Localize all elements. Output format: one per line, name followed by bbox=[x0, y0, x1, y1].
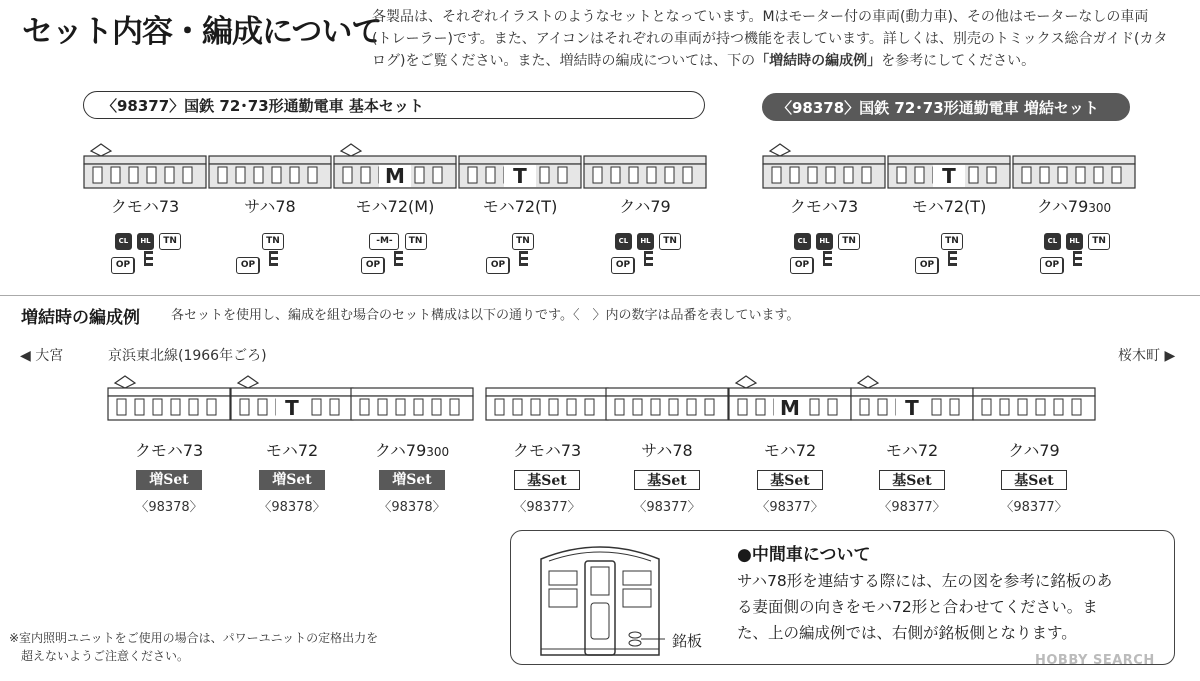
tail-light-icon bbox=[391, 250, 405, 267]
light-icon: CL bbox=[1044, 233, 1061, 250]
car-mark-t: T bbox=[285, 396, 299, 420]
add-car-name: クハ79300 bbox=[1036, 197, 1112, 216]
add-set-badge: 増Set bbox=[136, 470, 202, 490]
basic-car-name: クハ79 bbox=[619, 197, 671, 216]
add-car-name: モハ72(T) bbox=[911, 197, 987, 216]
car-mark-m: M bbox=[780, 396, 800, 420]
basic-car-name: モハ72(M) bbox=[355, 197, 435, 216]
formation-car-5 bbox=[605, 374, 731, 422]
add-car-icons-2 bbox=[782, 250, 842, 274]
basic-set-badge: 基Set bbox=[757, 470, 823, 490]
formation-car-3 bbox=[350, 374, 476, 422]
tail-light-icon bbox=[820, 250, 834, 267]
basic-set-badge: 基Set bbox=[634, 470, 700, 490]
basic-set-label: 〈98377〉国鉄 72･73形通勤電車 基本セット bbox=[83, 91, 705, 119]
line-name: 京浜東北線(1966年ごろ) bbox=[108, 348, 267, 364]
light-icon: CL bbox=[794, 233, 811, 250]
tail-light-icon bbox=[141, 250, 155, 267]
add-set-badge: 増Set bbox=[379, 470, 445, 490]
formation-car-name: クハ79 bbox=[1008, 441, 1060, 460]
formation-car-7 bbox=[850, 374, 976, 422]
basic-car-icons-2 bbox=[228, 250, 288, 274]
add-car-3 bbox=[1012, 142, 1138, 190]
add-set-label: 〈98378〉国鉄 72･73形通勤電車 増結セット bbox=[762, 93, 1130, 121]
intro-line-3: ログ)をご覧ください。また、増結時の編成については、下の「増結時の編成例」を参考にしてください。 bbox=[372, 53, 1036, 69]
product-number: 〈98378〉 bbox=[135, 500, 203, 515]
car-mark-t: T bbox=[513, 164, 527, 188]
op-icon: OP bbox=[236, 257, 260, 274]
formation-car-name: クモハ73 bbox=[134, 441, 204, 460]
tn-icon: TN bbox=[159, 233, 181, 250]
footnote-line-2: 超えないようご注意ください。 bbox=[21, 649, 190, 663]
basic-car-icons-1 bbox=[603, 228, 693, 250]
add-car-name: クモハ73 bbox=[789, 197, 859, 216]
light-icon: CL bbox=[615, 233, 632, 250]
car-end-illustration bbox=[535, 537, 665, 662]
add-car-2 bbox=[887, 142, 1013, 190]
add-set-badge: 増Set bbox=[259, 470, 325, 490]
tn-icon: TN bbox=[405, 233, 427, 250]
page-title: セット内容・編成について bbox=[22, 14, 382, 50]
basic-car-icons-2 bbox=[353, 250, 413, 274]
basic-car-icons-1 bbox=[103, 228, 193, 250]
middle-car-text-2: る妻面側の向きをモハ72形と合わせてください。ま bbox=[737, 598, 1098, 616]
middle-car-text-3: た、上の編成例では、右側が銘板側となります。 bbox=[737, 624, 1077, 642]
basic-car-icons-1 bbox=[228, 228, 318, 250]
product-number: 〈98377〉 bbox=[1000, 500, 1068, 515]
add-car-icons-1 bbox=[907, 228, 997, 250]
add-car-icons-2 bbox=[907, 250, 967, 274]
op-icon: OP bbox=[915, 257, 939, 274]
formation-car-4 bbox=[485, 374, 611, 422]
m-icon: -M- bbox=[369, 233, 399, 250]
formation-car-2 bbox=[230, 374, 356, 422]
section-divider bbox=[0, 295, 1200, 296]
basic-car-name: クモハ73 bbox=[110, 197, 180, 216]
formation-car-name: サハ78 bbox=[641, 441, 693, 460]
footnote-line-1: ※室内照明ユニットをご使用の場合は、パワーユニットの定格出力を bbox=[9, 631, 379, 645]
basic-car-2 bbox=[208, 142, 334, 190]
tn-icon: TN bbox=[262, 233, 284, 250]
light-icon: CL bbox=[115, 233, 132, 250]
op-icon: OP bbox=[486, 257, 510, 274]
middle-car-title: ●中間車について bbox=[737, 545, 871, 565]
product-number: 〈98377〉 bbox=[756, 500, 824, 515]
tn-icon: TN bbox=[659, 233, 681, 250]
basic-set-badge: 基Set bbox=[879, 470, 945, 490]
tail-light-icon bbox=[266, 250, 280, 267]
formation-car-name: モハ72 bbox=[885, 441, 939, 460]
formation-car-name: モハ72 bbox=[265, 441, 319, 460]
op-icon: OP bbox=[361, 257, 385, 274]
formation-example-title: 増結時の編成例 bbox=[21, 308, 140, 328]
formation-example-note: 各セットを使用し、編成を組む場合のセット構成は以下の通りです。〈 〉内の数字は品番を表しています。 bbox=[171, 308, 800, 323]
product-number: 〈98377〉 bbox=[878, 500, 946, 515]
add-car-1 bbox=[762, 142, 888, 190]
car-mark-t: T bbox=[905, 396, 919, 420]
nameplate-label: 銘板 bbox=[672, 632, 703, 650]
tn-icon: TN bbox=[838, 233, 860, 250]
op-icon: OP bbox=[790, 257, 814, 274]
add-car-icons-2 bbox=[1032, 250, 1092, 274]
basic-car-name: モハ72(T) bbox=[482, 197, 558, 216]
watermark: HOBBY SEARCH bbox=[1035, 653, 1155, 668]
car-mark-m: M bbox=[385, 164, 405, 188]
add-car-icons-1 bbox=[782, 228, 872, 250]
basic-car-icons-1 bbox=[353, 228, 443, 250]
basic-car-icons-2 bbox=[603, 250, 663, 274]
basic-car-4 bbox=[458, 142, 584, 190]
op-icon: OP bbox=[111, 257, 135, 274]
basic-set-badge: 基Set bbox=[1001, 470, 1067, 490]
basic-car-icons-2 bbox=[103, 250, 163, 274]
head-icon: HL bbox=[1066, 233, 1083, 250]
product-number: 〈98378〉 bbox=[258, 500, 326, 515]
formation-car-6 bbox=[728, 374, 854, 422]
add-car-icons-1 bbox=[1032, 228, 1122, 250]
tail-light-icon bbox=[641, 250, 655, 267]
head-icon: HL bbox=[137, 233, 154, 250]
tail-light-icon bbox=[945, 250, 959, 267]
product-number: 〈98377〉 bbox=[633, 500, 701, 515]
op-icon: OP bbox=[1040, 257, 1064, 274]
basic-set-badge: 基Set bbox=[514, 470, 580, 490]
formation-car-name: モハ72 bbox=[763, 441, 817, 460]
footnote bbox=[9, 629, 378, 665]
head-icon: HL bbox=[637, 233, 654, 250]
basic-car-icons-2 bbox=[478, 250, 538, 274]
car-mark-t: T bbox=[942, 164, 956, 188]
formation-car-8 bbox=[972, 374, 1098, 422]
tail-light-icon bbox=[516, 250, 530, 267]
basic-car-3 bbox=[333, 142, 459, 190]
basic-car-1 bbox=[83, 142, 209, 190]
formation-car-name: クハ79300 bbox=[374, 441, 450, 460]
basic-car-name: サハ78 bbox=[244, 197, 296, 216]
product-number: 〈98377〉 bbox=[513, 500, 581, 515]
tn-icon: TN bbox=[512, 233, 534, 250]
intro-text bbox=[372, 6, 1187, 72]
basic-car-5 bbox=[583, 142, 709, 190]
op-icon: OP bbox=[611, 257, 635, 274]
head-icon: HL bbox=[816, 233, 833, 250]
direction-left: ◀ 大宮 bbox=[20, 348, 64, 364]
intro-line-1: 各製品は、それぞれイラストのようなセットとなっています。Mはモーター付の車両(動力車)、その他はモーターなしの車両 bbox=[372, 9, 1149, 25]
basic-car-icons-1 bbox=[478, 228, 568, 250]
middle-car-text-1: サハ78形を連結する際には、左の図を参考に銘板のあ bbox=[737, 572, 1113, 590]
product-number: 〈98378〉 bbox=[378, 500, 446, 515]
tail-light-icon bbox=[1070, 250, 1084, 267]
direction-right: 桜木町 ▶ bbox=[1118, 348, 1176, 364]
formation-car-name: クモハ73 bbox=[512, 441, 582, 460]
intro-line-2: (トレーラー)です。また、アイコンはそれぞれの車両が持つ機能を表しています。詳しくは、別売のトミックス総合ガイド(カタ bbox=[372, 31, 1168, 47]
middle-car-text bbox=[737, 568, 1177, 646]
formation-car-1 bbox=[107, 374, 233, 422]
tn-icon: TN bbox=[1088, 233, 1110, 250]
tn-icon: TN bbox=[941, 233, 963, 250]
